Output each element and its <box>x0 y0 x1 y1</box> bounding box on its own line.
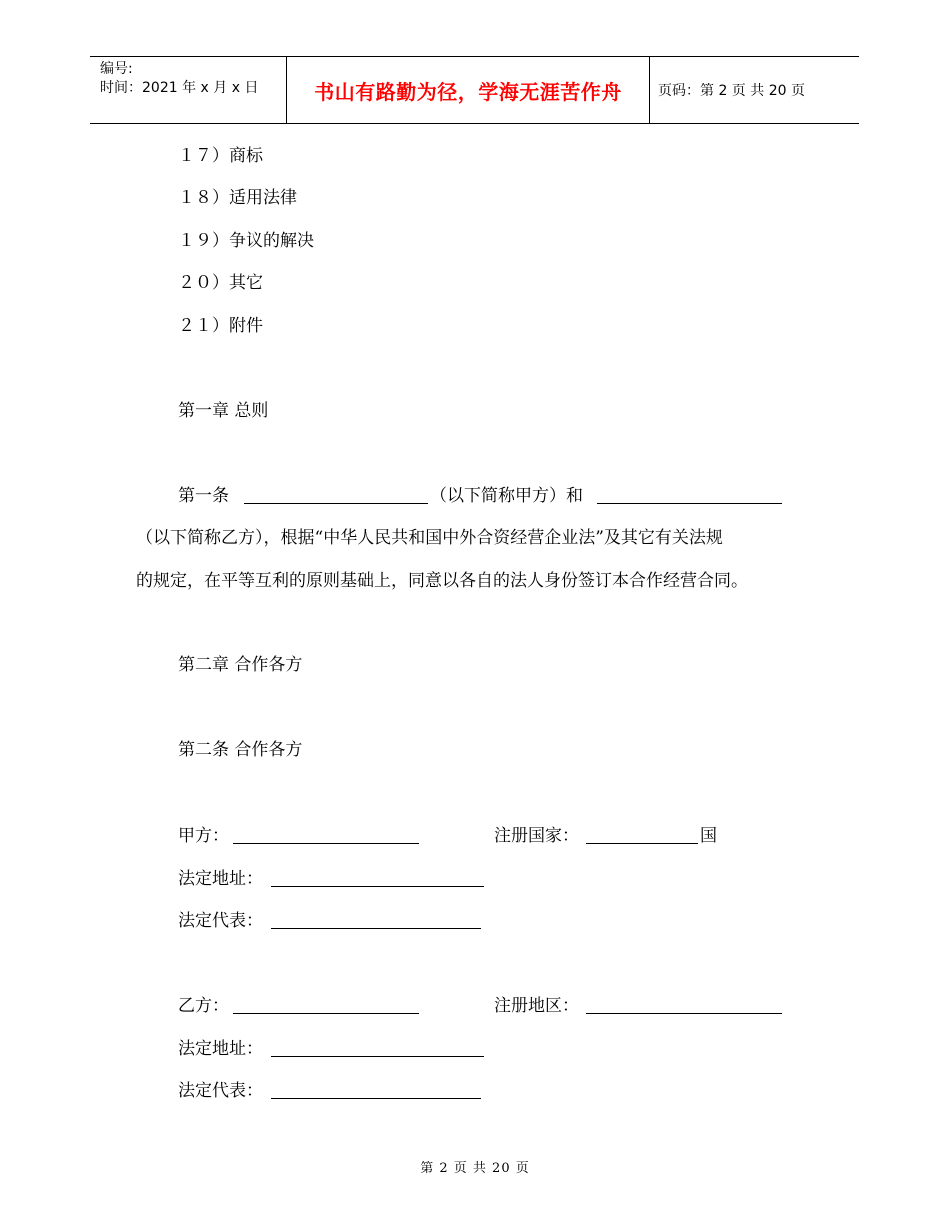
party-a-country-blank <box>586 843 698 844</box>
chapter-1-heading: 第一章 总则 <box>178 401 269 421</box>
header-page-info: 页码：第 2 页 共 20 页 <box>658 83 805 99</box>
chapter-2-heading: 第二章 合作各方 <box>178 655 303 675</box>
article-2-heading: 第二条 合作各方 <box>178 740 303 760</box>
party-b-representative-label: 法定代表： <box>178 1081 263 1101</box>
party-b-representative-blank <box>271 1098 481 1099</box>
toc-item-applicable-law: １８）适用法律 <box>178 188 297 208</box>
party-b-name-blank <box>597 503 782 504</box>
toc-item-other: ２０）其它 <box>178 273 263 293</box>
party-a-label: 甲方： <box>178 826 229 846</box>
party-a-name-blank <box>244 503 428 504</box>
page-footer: 第 2 页 共 20 页 <box>420 1161 530 1176</box>
party-b-label: 乙方： <box>178 996 229 1016</box>
party-b-region-blank <box>586 1013 782 1014</box>
party-a-address-label: 法定地址： <box>178 869 263 889</box>
article-1-label: 第一条 <box>178 486 229 506</box>
party-b-blank <box>233 1013 419 1014</box>
header-motto: 书山有路勤为径，学海无涯苦作舟 <box>314 79 622 104</box>
toc-item-trademark: １７）商标 <box>178 146 263 166</box>
header-divider-right <box>649 57 650 123</box>
party-a-address-blank <box>271 886 484 887</box>
party-b-region-label: 注册地区： <box>494 996 579 1016</box>
header-meta <box>100 60 258 98</box>
document-time-label: 时间：2021 年 x 月 x 日 <box>100 80 259 96</box>
party-b-address-blank <box>271 1056 484 1057</box>
party-a-blank <box>233 843 419 844</box>
party-a-country-label: 注册国家： <box>494 826 579 846</box>
toc-item-dispute-resolution: １９）争议的解决 <box>178 231 314 251</box>
article-1-mid-text: （以下简称甲方）和 <box>430 486 583 506</box>
page-header <box>90 56 859 124</box>
article-1-line-3: 的规定，在平等互利的原则基础上，同意以各自的法人身份签订本合作经营合同。 <box>136 571 748 591</box>
article-1-line-2: （以下简称乙方），根据“中华人民共和国中外合资经营企业法”及其它有关法规 <box>136 528 723 548</box>
document-number-label: 编号: <box>100 61 133 77</box>
party-a-country-suffix: 国 <box>700 826 717 846</box>
party-a-representative-label: 法定代表： <box>178 911 263 931</box>
party-b-address-label: 法定地址： <box>178 1039 263 1059</box>
toc-item-appendix: ２１）附件 <box>178 316 263 336</box>
party-a-representative-blank <box>271 928 481 929</box>
